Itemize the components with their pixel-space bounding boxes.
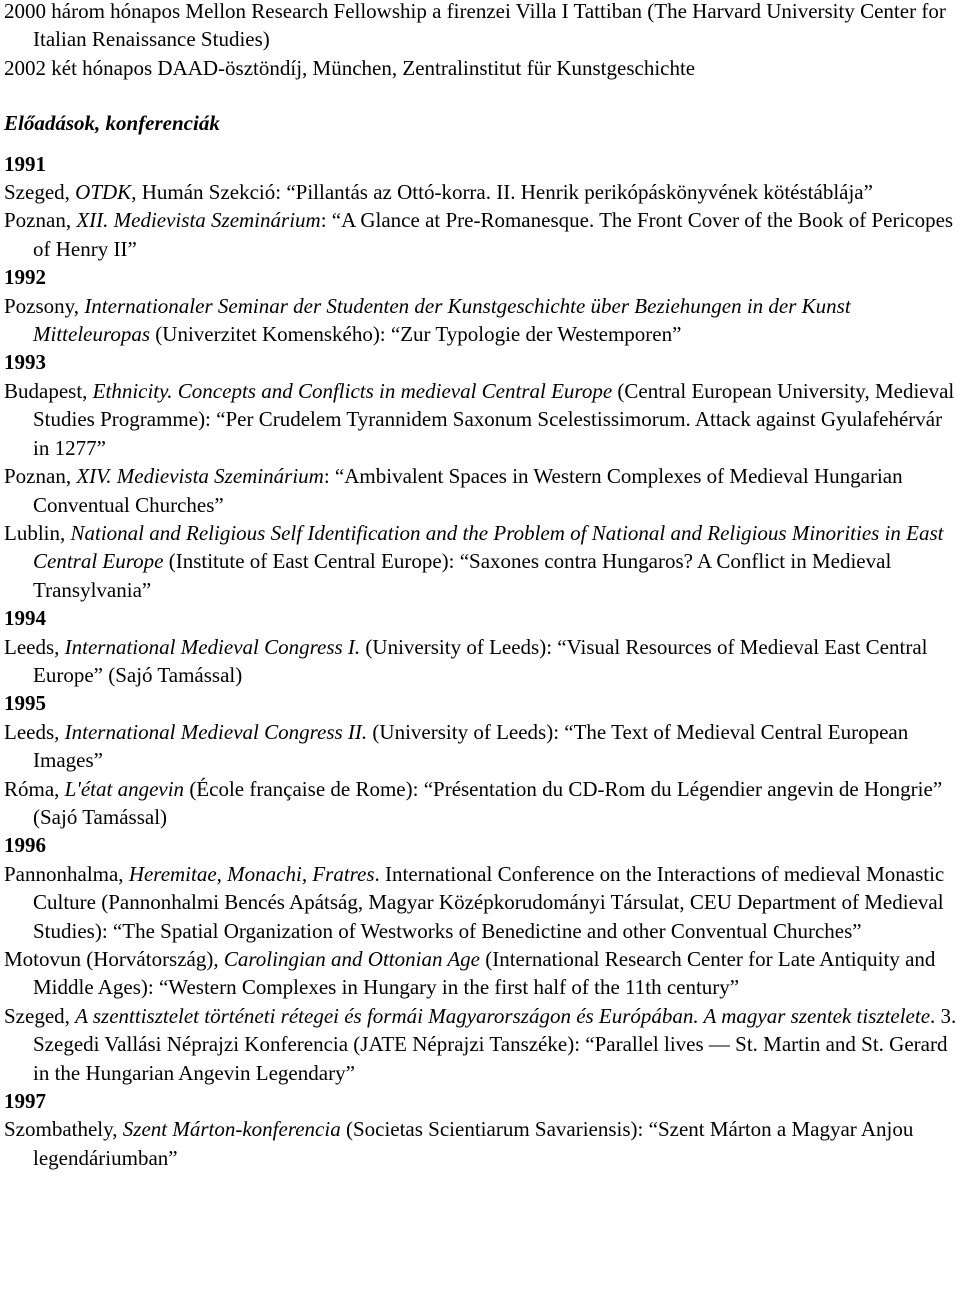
entry-title-italic: Heremitae, Monachi, Fratres	[128, 861, 375, 886]
entry-text: (Institute of East Central Europe): “Saxones contra Hungaros? A Conflict in Medieval Transylvania”	[33, 549, 892, 602]
entry-title-italic: Internationaler Seminar der Studenten der Kunstgeschichte über Beziehungen in der Kunst Mitteleuropas	[33, 293, 851, 347]
cv-document	[4, 0, 958, 1172]
entry-title-italic: International Medieval Congress I.	[64, 634, 361, 659]
lecture-entry	[4, 718, 958, 775]
lecture-entry	[4, 462, 958, 519]
year-heading: 1994	[4, 606, 46, 631]
year-heading: 1993	[4, 350, 46, 375]
entry-text: (École française de Rome): “Présentation du CD-Rom du Légendier angevin de Hongrie” (Sajó Tamással)	[33, 776, 943, 829]
entry-text: Szombathely,	[4, 1117, 123, 1142]
entry-title-italic: National and Religious Self Identification and the Problem of National and Religious Minorities in East Central Europe	[33, 520, 944, 574]
entry-text: (Central European University, Medieval Studies Programme): “Per Crudelem Tyrannidem Saxonum Scelestissimorum. Attack against Gyulafehérvár in 1277”	[33, 378, 955, 460]
fellowship-daad: 2002 két hónapos DAAD-ösztöndíj, München, Zentralinstitut für Kunstgeschichte	[4, 55, 696, 80]
lecture-entry	[4, 178, 958, 206]
entry-title-italic: Ethnicity. Concepts and Conflicts in medieval Central Europe	[92, 378, 613, 403]
entry-text: : “Ambivalent Spaces in Western Complexes of Medieval Hungarian Conventual Churches”	[33, 464, 903, 517]
year-heading: 1995	[4, 691, 46, 716]
entry-text: . 3. Szegedi Vallási Néprajzi Konferencia (JATE Néprajzi Tanszéke): “Parallel lives — St. Martin and St. Gerard in the Hungarian Angevin Legendary”	[33, 1003, 957, 1085]
lecture-entry	[4, 945, 958, 1002]
year-heading: 1991	[4, 151, 46, 176]
entry-text: Poznan,	[4, 464, 77, 489]
entry-text: Lublin,	[4, 520, 71, 545]
lecture-entry	[4, 206, 958, 263]
entry-title-italic: International Medieval Congress II.	[64, 719, 368, 744]
lecture-entry	[4, 519, 958, 604]
year-heading: 1992	[4, 265, 46, 290]
lecture-entry	[4, 775, 958, 832]
entry-text: . International Conference on the Interactions of medieval Monastic Culture (Pannonhalmi Bencés Apátság, Magyar Középkorudományi Társulat, CEU Department of Medieval Studies): “The Spatial Organization of Westworks of Benedictine and other Conventual Churches”	[33, 861, 945, 943]
entry-text: (University of Leeds): “The Text of Medieval Central European Images”	[33, 719, 909, 773]
entry-title-italic: Carolingian and Ottonian Age	[223, 947, 480, 971]
entry-text: Leeds,	[4, 634, 65, 659]
lecture-entry	[4, 377, 958, 462]
entry-text: Róma,	[4, 776, 65, 801]
fellowship-mellon: 2000 három hónapos Mellon Research Fellowship a firenzei Villa I Tattiban (The Harvard University Center for Italian Renaissance Studies)	[4, 0, 946, 52]
entry-title-italic: OTDK	[75, 180, 132, 205]
entry-title-italic: Szent Márton-konferencia	[122, 1117, 341, 1142]
entry-text: Pozsony,	[4, 293, 85, 318]
year-heading: 1997	[4, 1089, 46, 1114]
entry-text: Leeds,	[4, 719, 65, 744]
entry-title-italic: XII. Medievista Szeminárium	[76, 208, 321, 233]
entry-text: , Humán Szekció: “Pillantás az Ottó-korra. II. Henrik perikópáskönyvének kötéstáblája”	[131, 180, 873, 205]
lecture-entry	[4, 292, 958, 349]
entry-text: Motovun (Horvátország),	[4, 947, 224, 971]
entry-text: Poznan,	[4, 208, 77, 233]
entry-text: : “A Glance at Pre-Romanesque. The Front Cover of the Book of Pericopes of Henry II”	[33, 208, 954, 261]
entry-text: Pannonhalma,	[4, 861, 129, 886]
entry-title-italic: A szenttisztelet történeti rétegei és formái Magyarországon és Európában. A magyar szentek tisztelete	[75, 1003, 931, 1028]
lecture-entry	[4, 633, 958, 690]
lecture-entry	[4, 1002, 958, 1087]
entry-title-italic: XIV. Medievista Szeminárium	[76, 464, 324, 489]
entry-text: Szeged,	[4, 1003, 76, 1028]
section-heading: Előadások, konferenciák	[4, 111, 220, 136]
entry-text: (Societas Scientiarum Savariensis): “Szent Márton a Magyar Anjou legendáriumban”	[33, 1117, 914, 1170]
entry-text: (International Research Center for Late Antiquity and Middle Ages): “Western Complexes in Hungary in the first half of the 11th century”	[33, 947, 936, 1000]
entry-text: (University of Leeds): “Visual Resources of Medieval East Central Europe” (Sajó Tamással)	[33, 634, 928, 687]
lecture-entry	[4, 1115, 958, 1172]
entry-title-italic: L'état angevin	[64, 776, 185, 801]
entry-text: Szeged,	[4, 180, 76, 205]
entry-text: Budapest,	[4, 378, 93, 403]
entry-text: (Univerzitet Komenského): “Zur Typologie der Westemporen”	[150, 322, 682, 347]
lecture-entry	[4, 860, 958, 945]
year-heading: 1996	[4, 833, 46, 858]
